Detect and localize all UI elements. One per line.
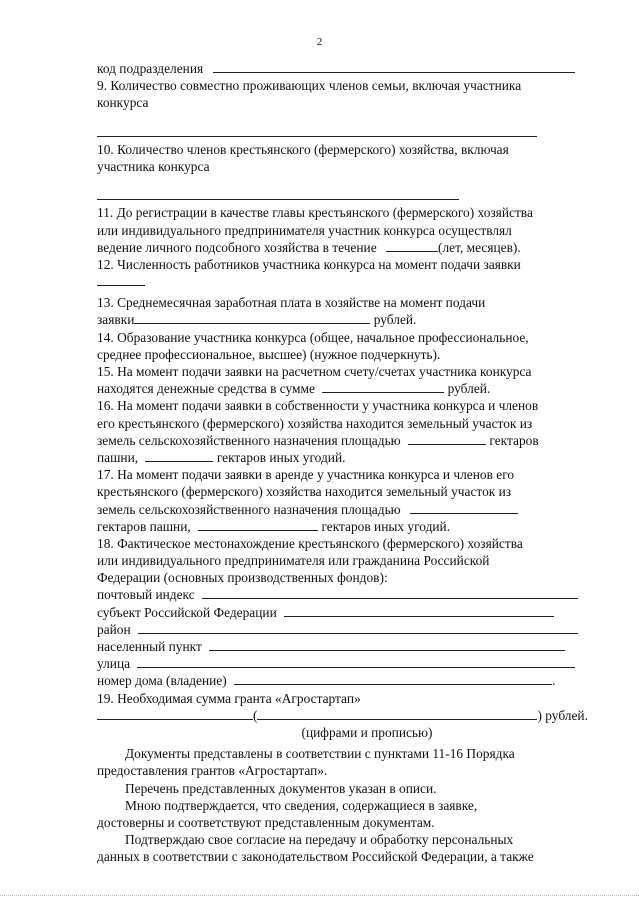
paragraph-confirm-1: Мною подтверждается, что сведения, содержащиеся в заявке, bbox=[125, 797, 478, 813]
house-number-period: . bbox=[552, 673, 556, 689]
label-street: улица bbox=[97, 656, 131, 672]
item-11-line-2: или индивидуального предпринимателя участник конкурса осуществлял bbox=[97, 222, 512, 238]
item-16-line-1: 16. На момент подачи заявки в собственности у участника конкурса и членов bbox=[97, 398, 539, 414]
blank-district[interactable] bbox=[138, 621, 578, 634]
blank-farm-members[interactable] bbox=[97, 187, 459, 200]
blank-region[interactable] bbox=[284, 604, 554, 617]
blank-employees[interactable] bbox=[97, 273, 145, 286]
item-15-unit: рублей. bbox=[447, 381, 491, 397]
blank-funds[interactable] bbox=[322, 380, 444, 393]
blank-owned-arable[interactable] bbox=[408, 432, 486, 445]
grant-unit: ) рублей. bbox=[537, 707, 588, 723]
paragraph-documents-1: Документы представлены в соответствии с пунктами 11-16 Порядка bbox=[125, 746, 515, 762]
item-9-line-2: конкурса bbox=[97, 95, 149, 111]
item-14-line-2: среднее профессиональное, высшее) (нужное подчеркнуть). bbox=[97, 346, 441, 362]
form-body bbox=[97, 60, 597, 865]
item-16-line-2: его крестьянского (фермерского) хозяйства находится земельный участок из bbox=[97, 415, 533, 431]
label-district: район bbox=[97, 621, 131, 637]
paragraph-confirm-2: достоверны и соответствуют представленным документам. bbox=[97, 814, 435, 830]
blank-family-members[interactable] bbox=[97, 124, 537, 137]
grant-amount-hint: (цифрами и прописью) bbox=[301, 724, 433, 740]
item-12-blank-line bbox=[97, 273, 597, 290]
blank-household-period[interactable] bbox=[386, 239, 438, 252]
item-16-unit: гектаров bbox=[489, 432, 539, 448]
item-15-line-1: 15. На момент подачи заявки на расчетном счету/счетах участника конкурса bbox=[97, 364, 532, 379]
item-9-line-1: 9. Количество совместно проживающих членов семьи, включая участника bbox=[97, 78, 522, 94]
field-settlement bbox=[97, 638, 597, 655]
label-subdivision-code: код подразделения bbox=[97, 61, 204, 76]
page-number: 2 bbox=[316, 36, 323, 48]
label-postal-code: почтовый индекс bbox=[97, 587, 195, 603]
field-postal-code bbox=[97, 586, 597, 603]
paragraph-documents-2: предоставления грантов «Агростартап». bbox=[97, 763, 328, 779]
paragraph-consent-1: Подтверждаю свое согласие на передачу и обработку персональных bbox=[125, 832, 514, 848]
item-12-line-1: 12. Численность работников участника конкурса на момент подачи заявки bbox=[97, 256, 521, 272]
item-18-line-3: Федерации (основных производственных фондов): bbox=[97, 570, 388, 586]
item-17-line-2: крестьянского (фермерского) хозяйства находится земельный участок из bbox=[97, 484, 512, 500]
item-11-line-3 bbox=[97, 239, 597, 256]
item-10-line-1: 10. Количество членов крестьянского (фермерского) хозяйства, включая bbox=[97, 141, 509, 157]
item-17-line-3 bbox=[97, 501, 597, 518]
blank-street[interactable] bbox=[137, 655, 575, 668]
item-16-other-unit: гектаров иных угодий. bbox=[216, 449, 346, 465]
item-14-line-1: 14. Образование участника конкурса (общее, начальное профессиональное, bbox=[97, 329, 529, 345]
blank-settlement[interactable] bbox=[209, 638, 565, 651]
paragraph-consent-2: данных в соответствии с законодательством Российской Федерации, а также bbox=[97, 849, 534, 865]
grant-open-paren: ( bbox=[253, 707, 258, 723]
item-11-line-1: 11. До регистрации в качестве главы крестьянского (фермерского) хозяйства bbox=[97, 205, 533, 221]
item-13-line-1: 13. Среднемесячная заработная плата в хозяйстве на момент подачи bbox=[97, 295, 486, 311]
item-16-line-3 bbox=[97, 432, 597, 449]
item-15-line-2 bbox=[97, 380, 597, 397]
blank-grant-amount-digits[interactable] bbox=[97, 707, 253, 720]
item-9-blank-line bbox=[97, 124, 597, 141]
item-19-line-1: 19. Необходимая сумма гранта «Агростартап» bbox=[97, 690, 361, 706]
field-street bbox=[97, 655, 597, 672]
item-16-arable: пашни, bbox=[97, 449, 139, 465]
item-15-text: находятся денежные средства в сумме bbox=[97, 381, 315, 397]
item-18-line-1: 18. Фактическое местонахождение крестьянского (фермерского) хозяйства bbox=[97, 535, 523, 551]
label-region: субъект Российской Федерации bbox=[97, 604, 277, 620]
item-19-line-2 bbox=[97, 707, 597, 724]
blank-house-number[interactable] bbox=[234, 672, 552, 685]
blank-leased-other[interactable] bbox=[198, 518, 318, 531]
item-11-text: ведение личного подсобного хозяйства в течение bbox=[97, 239, 377, 255]
blank-salary[interactable] bbox=[134, 311, 370, 324]
item-17-arable: гектаров пашни, bbox=[97, 518, 191, 534]
item-10-blank-line bbox=[97, 187, 597, 204]
item-13-text: заявки bbox=[97, 312, 135, 328]
item-16-line-4 bbox=[97, 449, 597, 466]
field-house-number bbox=[97, 672, 597, 689]
item-13-unit: рублей. bbox=[373, 312, 417, 328]
paragraph-inventory: Перечень представленных документов указан в описи. bbox=[125, 780, 437, 796]
item-16-text: земель сельскохозяйственного назначения площадью bbox=[97, 432, 401, 448]
item-18-line-2: или индивидуального предпринимателя или гражданина Российской bbox=[97, 553, 490, 569]
item-17-other-unit: гектаров иных угодий. bbox=[321, 518, 451, 534]
blank-owned-other[interactable] bbox=[145, 449, 213, 462]
field-subdivision-code bbox=[97, 60, 597, 77]
item-13-line-2 bbox=[97, 311, 597, 328]
blank-grant-amount-words[interactable] bbox=[257, 707, 537, 720]
item-17-line-4 bbox=[97, 518, 597, 535]
field-region bbox=[97, 604, 597, 621]
label-house-number: номер дома (владение) bbox=[97, 673, 227, 689]
label-settlement: населенный пункт bbox=[97, 639, 202, 654]
blank-leased-arable[interactable] bbox=[410, 501, 518, 514]
item-10-line-2: участника конкурса bbox=[97, 158, 210, 174]
item-17-text: земель сельскохозяйственного назначения площадью bbox=[97, 501, 401, 517]
field-district bbox=[97, 621, 597, 638]
item-17-line-1: 17. На момент подачи заявки в аренде у участника конкурса и членов его bbox=[97, 467, 515, 483]
page-bottom-edge bbox=[0, 895, 639, 896]
item-11-unit: (лет, месяцев). bbox=[438, 239, 521, 255]
blank-postal-code[interactable] bbox=[202, 586, 578, 599]
blank-subdivision-code[interactable] bbox=[213, 60, 575, 73]
